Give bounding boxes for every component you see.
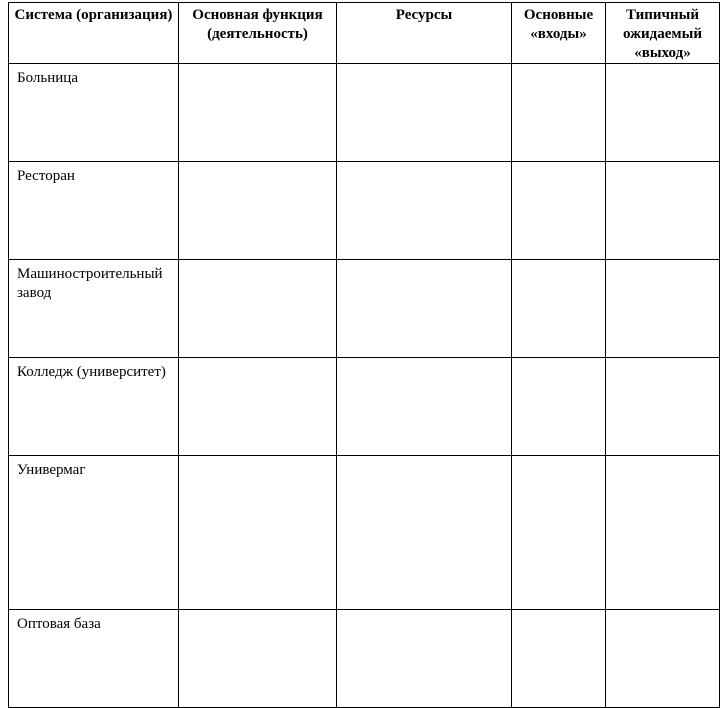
table-row — [9, 456, 720, 610]
table-cell[interactable] — [179, 610, 337, 708]
table-cell[interactable] — [512, 610, 606, 708]
row-label-wholesale-base: Оптовая база — [9, 610, 179, 708]
table-cell[interactable] — [337, 64, 512, 162]
table-cell[interactable] — [179, 456, 337, 610]
header-main-inputs: Основные «входы» — [512, 3, 606, 64]
header-system: Система (организация) — [9, 3, 179, 64]
table-cell[interactable] — [337, 162, 512, 260]
systems-table — [8, 2, 720, 708]
table-cell[interactable] — [606, 358, 720, 456]
table-cell[interactable] — [512, 456, 606, 610]
row-label-department-store: Универмаг — [9, 456, 179, 610]
table-cell[interactable] — [179, 64, 337, 162]
table-cell[interactable] — [179, 260, 337, 358]
table-cell[interactable] — [606, 260, 720, 358]
table-cell[interactable] — [606, 162, 720, 260]
table-row — [9, 358, 720, 456]
table-cell[interactable] — [337, 610, 512, 708]
table-row — [9, 64, 720, 162]
table-row — [9, 610, 720, 708]
row-label-college: Колледж (университет) — [9, 358, 179, 456]
table-cell[interactable] — [512, 162, 606, 260]
header-resources: Ресурсы — [337, 3, 512, 64]
table-cell[interactable] — [179, 162, 337, 260]
table-cell[interactable] — [512, 260, 606, 358]
table-cell[interactable] — [512, 358, 606, 456]
table-row — [9, 162, 720, 260]
table-cell[interactable] — [337, 260, 512, 358]
row-label-restaurant: Ресторан — [9, 162, 179, 260]
row-label-hospital: Больница — [9, 64, 179, 162]
table-cell[interactable] — [179, 358, 337, 456]
table-cell[interactable] — [337, 456, 512, 610]
table-cell[interactable] — [606, 610, 720, 708]
table-cell[interactable] — [512, 64, 606, 162]
header-expected-output: Типичный ожидаемый «выход» — [606, 3, 720, 64]
table-row — [9, 260, 720, 358]
table-cell[interactable] — [606, 456, 720, 610]
row-label-machine-plant: Машиностроительный завод — [9, 260, 179, 358]
table-cell[interactable] — [337, 358, 512, 456]
table-cell[interactable] — [606, 64, 720, 162]
header-main-function: Основная функция (деятельность) — [179, 3, 337, 64]
header-row — [9, 3, 720, 64]
